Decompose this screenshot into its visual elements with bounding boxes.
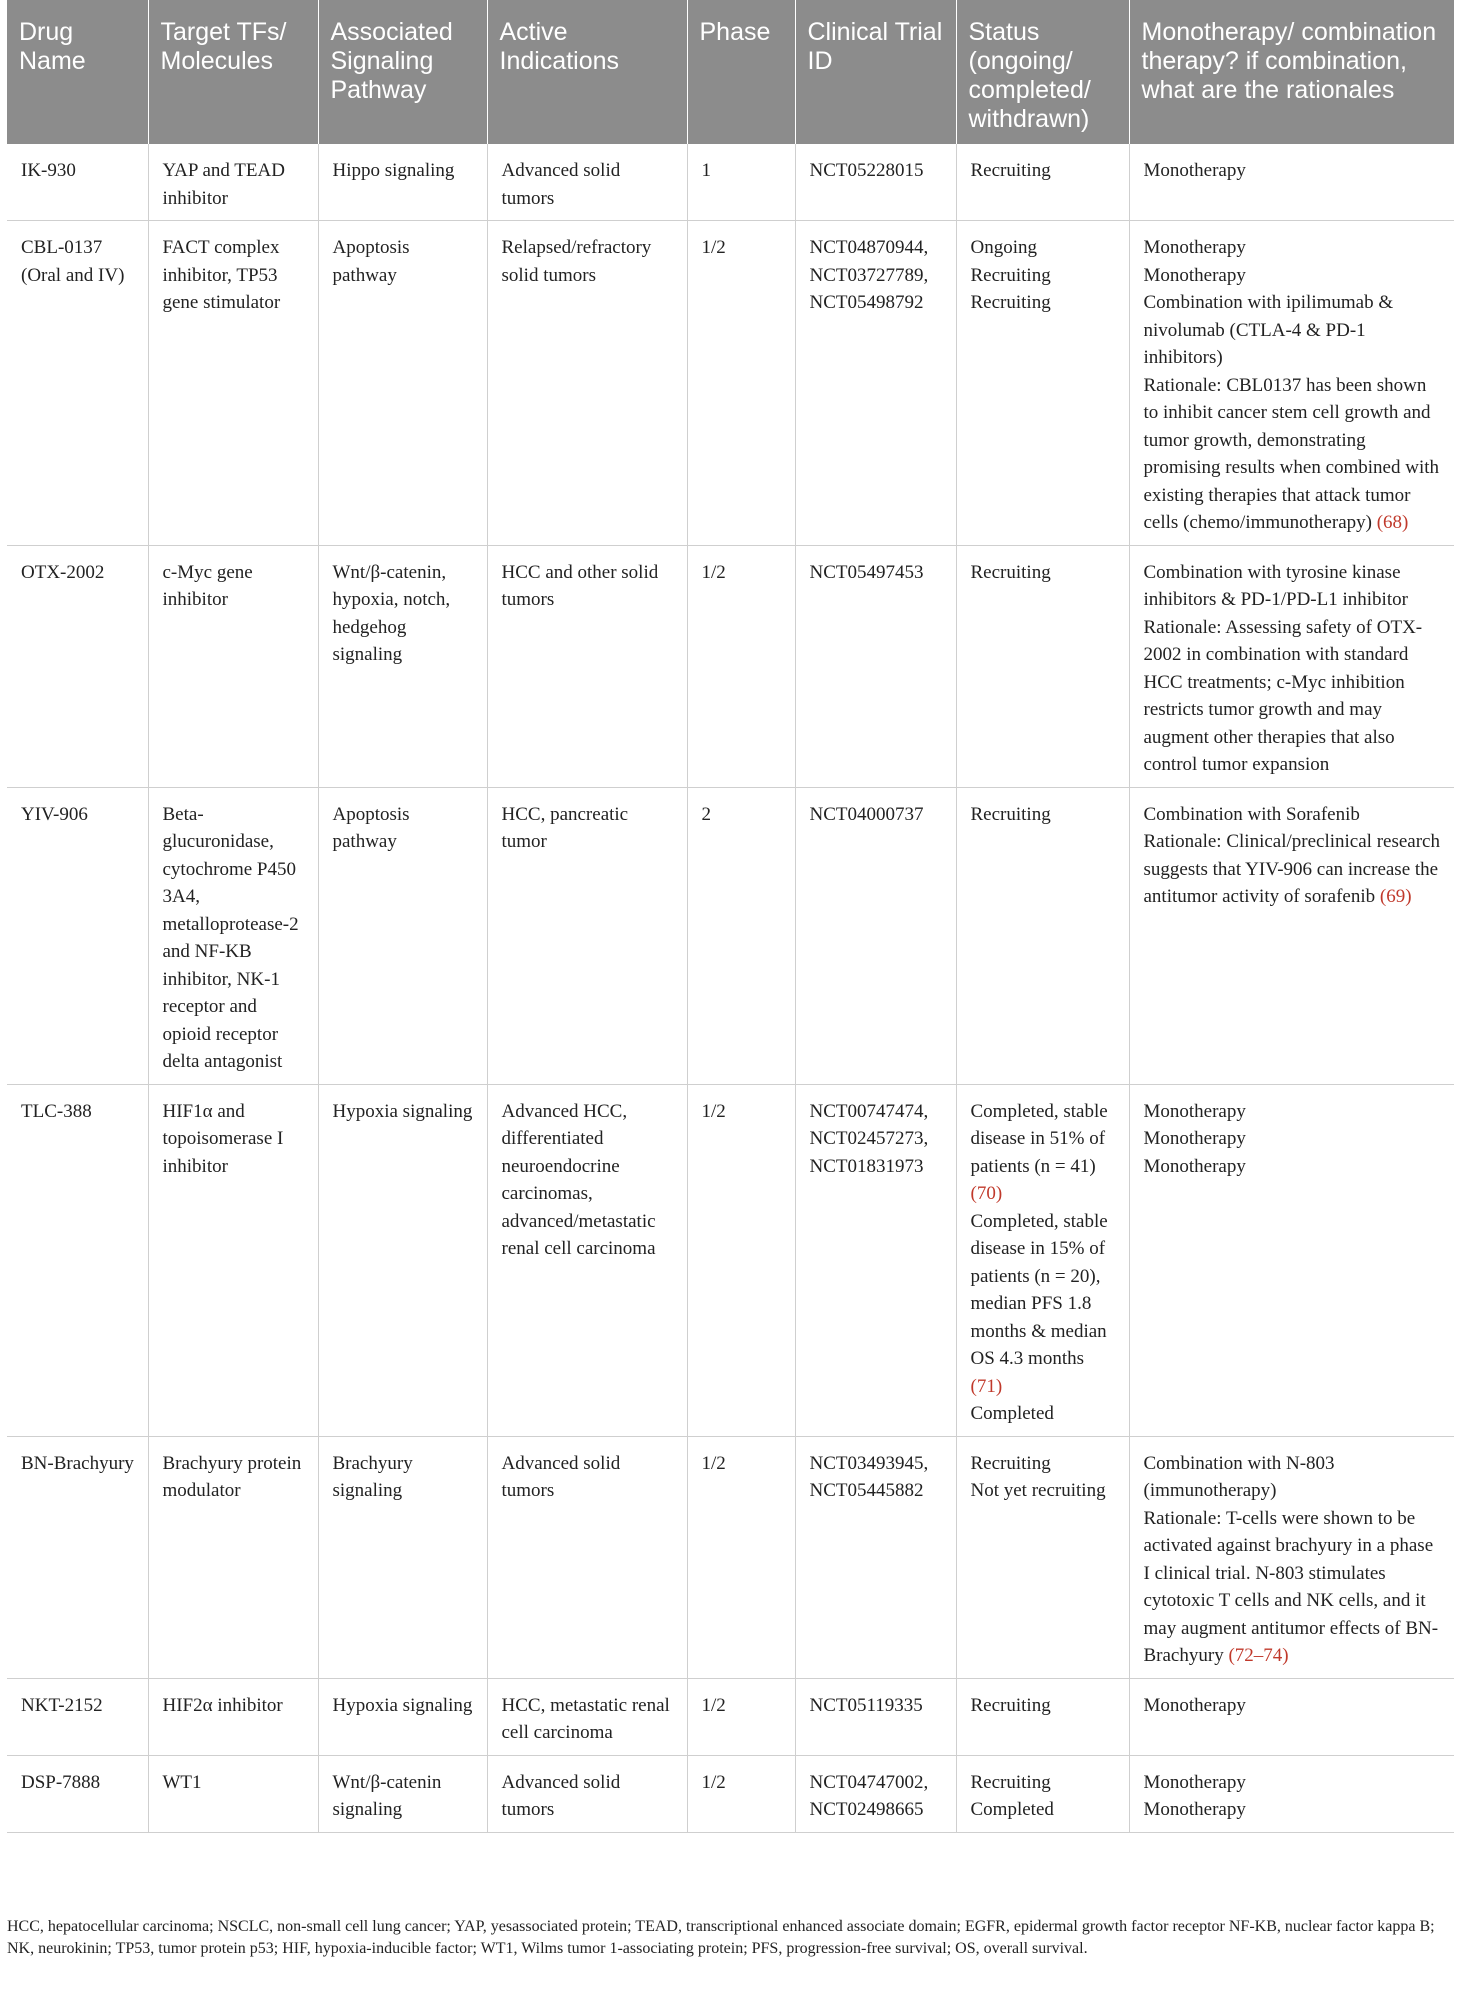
- pathway-cell: Brachyury signaling: [318, 1436, 487, 1678]
- indication-cell: HCC and other solid tumors: [487, 545, 687, 787]
- line-text: Monotherapy: [1143, 264, 1246, 286]
- drug-name-cell: CBL-0137 (Oral and IV): [7, 221, 148, 546]
- trial-id-line: [810, 1153, 946, 1181]
- trial-id-line: [810, 559, 946, 587]
- line-text: NCT05445882: [809, 1480, 924, 1501]
- status-cell: [956, 787, 1129, 1084]
- therapy-line: [1144, 289, 1445, 372]
- drug-name-cell: OTX-2002: [7, 545, 148, 787]
- status-line: [971, 1477, 1119, 1505]
- line-text: NCT05228015: [809, 160, 924, 181]
- citation-ref[interactable]: (72–74): [1228, 1645, 1289, 1666]
- therapy-line: [1144, 559, 1445, 614]
- target-cell: HIF1α and topoisomerase I inhibitor: [148, 1084, 318, 1436]
- status-cell: [956, 1084, 1129, 1436]
- status-line: [971, 289, 1119, 317]
- indication-cell: Advanced solid tumors: [487, 1436, 687, 1678]
- phase-cell: 1/2: [687, 545, 795, 787]
- line-text: Combination with Sorafenib: [1143, 803, 1360, 825]
- line-text: Monotherapy: [1143, 1155, 1246, 1177]
- trial-id-line: [810, 801, 946, 829]
- status-line: [971, 234, 1119, 262]
- therapy-line: [1144, 262, 1445, 290]
- line-text: NCT05497453: [809, 561, 924, 583]
- line-text: Monotherapy: [1143, 160, 1246, 181]
- line-text: Ongoing: [970, 237, 1037, 258]
- line-text: NCT00747474,: [809, 1100, 929, 1122]
- line-text: Monotherapy: [1143, 1771, 1246, 1793]
- status-cell: [956, 1755, 1129, 1832]
- line-text: Rationale: T-cells were shown to be activated against brachyury in a phase I clinical trial. N-803 stimulates cytotoxic T cells and NK cells, and it may augment antitumor effects of BN-Brachyury: [1143, 1507, 1439, 1666]
- status-line: [971, 1769, 1119, 1797]
- trial-id-cell: [795, 144, 956, 221]
- pathway-cell: Apoptosis pathway: [318, 787, 487, 1084]
- trial-id-line: [810, 234, 946, 262]
- status-line: [971, 1692, 1119, 1720]
- therapy-line: [1144, 1796, 1445, 1824]
- citation-ref[interactable]: (70): [970, 1183, 1003, 1204]
- citation-ref[interactable]: (69): [1379, 886, 1412, 907]
- line-text: Monotherapy: [1143, 1128, 1246, 1149]
- therapy-line: [1144, 1125, 1445, 1153]
- line-text: Recruiting: [970, 1452, 1051, 1474]
- phase-cell: 1: [687, 144, 795, 221]
- trial-id-cell: [795, 545, 956, 787]
- header-trial-id: Clinical Trial ID: [795, 0, 956, 144]
- clinical-trials-table: [7, 0, 1454, 1833]
- header-row: [7, 0, 1454, 144]
- table-row: [7, 144, 1454, 221]
- line-text: Rationale: CBL0137 has been shown to inhibit cancer stem cell growth and tumor growth, demonstrating promising results when combined with existing therapies that attack tumor cells (chemo/immunotherapy): [1143, 374, 1440, 533]
- status-line: [971, 801, 1119, 829]
- status-line: [971, 1208, 1119, 1401]
- header-indications: Active Indications: [487, 0, 687, 144]
- trial-id-line: [810, 157, 946, 185]
- drug-name-cell: NKT-2152: [7, 1678, 148, 1755]
- therapy-line: [1144, 1098, 1445, 1126]
- table-row: [7, 1678, 1454, 1755]
- pathway-cell: Wnt/β-catenin, hypoxia, notch, hedgehog signaling: [318, 545, 487, 787]
- line-text: Completed, stable disease in 51% of patients (n = 41): [970, 1100, 1108, 1177]
- therapy-cell: [1129, 1678, 1454, 1755]
- pathway-cell: Hippo signaling: [318, 144, 487, 221]
- line-text: Recruiting: [970, 1771, 1051, 1793]
- target-cell: FACT complex inhibitor, TP53 gene stimulator: [148, 221, 318, 546]
- target-cell: YAP and TEAD inhibitor: [148, 144, 318, 221]
- table-row: [7, 545, 1454, 787]
- line-text: Completed: [970, 1403, 1054, 1424]
- line-text: Recruiting: [970, 803, 1051, 825]
- line-text: NCT02498665: [809, 1799, 924, 1820]
- target-cell: HIF2α inhibitor: [148, 1678, 318, 1755]
- therapy-cell: [1129, 221, 1454, 546]
- line-text: Combination with ipilimumab & nivolumab (CTLA-4 & PD-1 inhibitors): [1143, 292, 1394, 368]
- indication-cell: Relapsed/refractory solid tumors: [487, 221, 687, 546]
- status-line: [971, 262, 1119, 290]
- indication-cell: Advanced solid tumors: [487, 144, 687, 221]
- trial-id-line: [810, 1450, 946, 1478]
- trial-id-line: [810, 1692, 946, 1720]
- status-cell: [956, 144, 1129, 221]
- trial-id-cell: [795, 1436, 956, 1678]
- table-row: [7, 787, 1454, 1084]
- trial-id-line: [810, 1796, 946, 1824]
- line-text: Monotherapy: [1143, 1694, 1246, 1716]
- trial-id-line: [810, 1098, 946, 1126]
- phase-cell: 1/2: [687, 1436, 795, 1678]
- trial-id-line: [810, 1477, 946, 1505]
- therapy-cell: [1129, 545, 1454, 787]
- trial-id-line: [810, 1125, 946, 1153]
- phase-cell: 1/2: [687, 1678, 795, 1755]
- therapy-cell: [1129, 787, 1454, 1084]
- indication-cell: Advanced solid tumors: [487, 1755, 687, 1832]
- phase-cell: 1/2: [687, 1755, 795, 1832]
- therapy-line: [1144, 157, 1445, 185]
- line-text: Recruiting: [970, 1694, 1051, 1716]
- indication-cell: Advanced HCC, differentiated neuroendocrine carcinomas, advanced/metastatic renal cell carcinoma: [487, 1084, 687, 1436]
- phase-cell: 2: [687, 787, 795, 1084]
- target-cell: c-Myc gene inhibitor: [148, 545, 318, 787]
- drug-name-cell: YIV-906: [7, 787, 148, 1084]
- indication-cell: HCC, metastatic renal cell carcinoma: [487, 1678, 687, 1755]
- line-text: Rationale: Clinical/preclinical research suggests that YIV-906 can increase the antitumor activity of sorafenib: [1143, 831, 1440, 907]
- trial-id-cell: [795, 1755, 956, 1832]
- trial-id-cell: [795, 787, 956, 1084]
- line-text: NCT05498792: [809, 292, 924, 313]
- status-line: [971, 1450, 1119, 1478]
- status-line: [971, 1098, 1119, 1208]
- therapy-line: [1144, 828, 1445, 911]
- phase-cell: 1/2: [687, 221, 795, 546]
- drug-name-cell: IK-930: [7, 144, 148, 221]
- line-text: Not yet recruiting: [970, 1480, 1106, 1501]
- header-status: Status (ongoing/ completed/ withdrawn): [956, 0, 1129, 144]
- table-row: [7, 1084, 1454, 1436]
- line-text: Rationale: Assessing safety of OTX-2002 in combination with standard HCC treatments; c-Myc inhibition restricts tumor growth and may augment other therapies that also control tumor expansion: [1143, 616, 1423, 775]
- status-cell: [956, 1678, 1129, 1755]
- trial-id-cell: [795, 1084, 956, 1436]
- status-cell: [956, 221, 1129, 546]
- therapy-cell: [1129, 1084, 1454, 1436]
- therapy-line: [1144, 372, 1445, 537]
- line-text: NCT03493945,: [809, 1452, 929, 1474]
- therapy-line: [1144, 1450, 1445, 1505]
- line-text: Recruiting: [970, 264, 1051, 286]
- line-text: NCT04000737: [809, 803, 924, 825]
- drug-name-cell: TLC-388: [7, 1084, 148, 1436]
- line-text: Recruiting: [970, 561, 1051, 583]
- header-target: Target TFs/ Molecules: [148, 0, 318, 144]
- therapy-cell: [1129, 144, 1454, 221]
- line-text: Recruiting: [970, 160, 1051, 181]
- therapy-line: [1144, 1692, 1445, 1720]
- citation-ref[interactable]: (71): [970, 1375, 1003, 1397]
- trial-id-line: [810, 289, 946, 317]
- pathway-cell: Hypoxia signaling: [318, 1678, 487, 1755]
- target-cell: Brachyury protein modulator: [148, 1436, 318, 1678]
- header-therapy: Monotherapy/ combination therapy? if combination, what are the rationales: [1129, 0, 1454, 144]
- table-row: [7, 1436, 1454, 1678]
- header-phase: Phase: [687, 0, 795, 144]
- table-footnote: HCC, hepatocellular carcinoma; NSCLC, non-small cell lung cancer; YAP, yesassociated protein; TEAD, transcriptional enhanced associate domain; EGFR, epidermal growth factor receptor NF-KB, nuclear factor kappa B; NK, neurokinin; TP53, tumor protein p53; HIF, hypoxia-inducible factor; WT1, Wilms tumor 1-associating protein; PFS, progression-free survival; OS, overall survival.: [7, 1918, 1435, 1957]
- status-line: [971, 157, 1119, 185]
- line-text: Combination with tyrosine kinase inhibitors & PD-1/PD-L1 inhibitor: [1143, 561, 1408, 610]
- therapy-cell: [1129, 1755, 1454, 1832]
- therapy-line: [1144, 1153, 1445, 1181]
- status-line: [971, 1796, 1119, 1824]
- phase-cell: 1/2: [687, 1084, 795, 1436]
- therapy-line: [1144, 1505, 1445, 1670]
- trial-id-cell: [795, 221, 956, 546]
- therapy-line: [1144, 1769, 1445, 1797]
- pathway-cell: Apoptosis pathway: [318, 221, 487, 546]
- line-text: Recruiting: [970, 292, 1051, 313]
- drug-name-cell: DSP-7888: [7, 1755, 148, 1832]
- status-line: [971, 1400, 1119, 1428]
- line-text: NCT04747002,: [809, 1771, 929, 1793]
- trial-id-line: [810, 1769, 946, 1797]
- header-drug-name: Drug Name: [7, 0, 148, 144]
- table-row: [7, 221, 1454, 546]
- line-text: NCT03727789,: [809, 264, 929, 286]
- therapy-line: [1144, 614, 1445, 779]
- line-text: Completed, stable disease in 15% of patients (n = 20), median PFS 1.8 months & median OS 4.3 months: [970, 1210, 1108, 1369]
- table-row: [7, 1755, 1454, 1832]
- line-text: NCT05119335: [809, 1694, 923, 1716]
- line-text: Monotherapy: [1143, 1100, 1246, 1122]
- line-text: Combination with N-803 (immunotherapy): [1143, 1452, 1335, 1501]
- line-text: NCT02457273,: [809, 1128, 929, 1149]
- table-container: [7, 0, 1454, 1833]
- therapy-line: [1144, 801, 1445, 829]
- status-cell: [956, 545, 1129, 787]
- status-cell: [956, 1436, 1129, 1678]
- line-text: Completed: [970, 1799, 1054, 1820]
- line-text: Monotherapy: [1143, 1799, 1246, 1820]
- status-line: [971, 559, 1119, 587]
- pathway-cell: Wnt/β-catenin signaling: [318, 1755, 487, 1832]
- line-text: Monotherapy: [1143, 237, 1246, 258]
- indication-cell: HCC, pancreatic tumor: [487, 787, 687, 1084]
- trial-id-line: [810, 262, 946, 290]
- target-cell: WT1: [148, 1755, 318, 1832]
- therapy-line: [1144, 234, 1445, 262]
- therapy-cell: [1129, 1436, 1454, 1678]
- trial-id-cell: [795, 1678, 956, 1755]
- line-text: NCT04870944,: [809, 237, 929, 258]
- header-pathway: Associated Signaling Pathway: [318, 0, 487, 144]
- target-cell: Beta-glucuronidase, cytochrome P450 3A4, metalloprotease-2 and NF-KB inhibitor, NK-1 receptor and opioid receptor delta antagonist: [148, 787, 318, 1084]
- pathway-cell: Hypoxia signaling: [318, 1084, 487, 1436]
- drug-name-cell: BN-Brachyury: [7, 1436, 148, 1678]
- citation-ref[interactable]: (68): [1376, 512, 1409, 533]
- line-text: NCT01831973: [809, 1155, 924, 1177]
